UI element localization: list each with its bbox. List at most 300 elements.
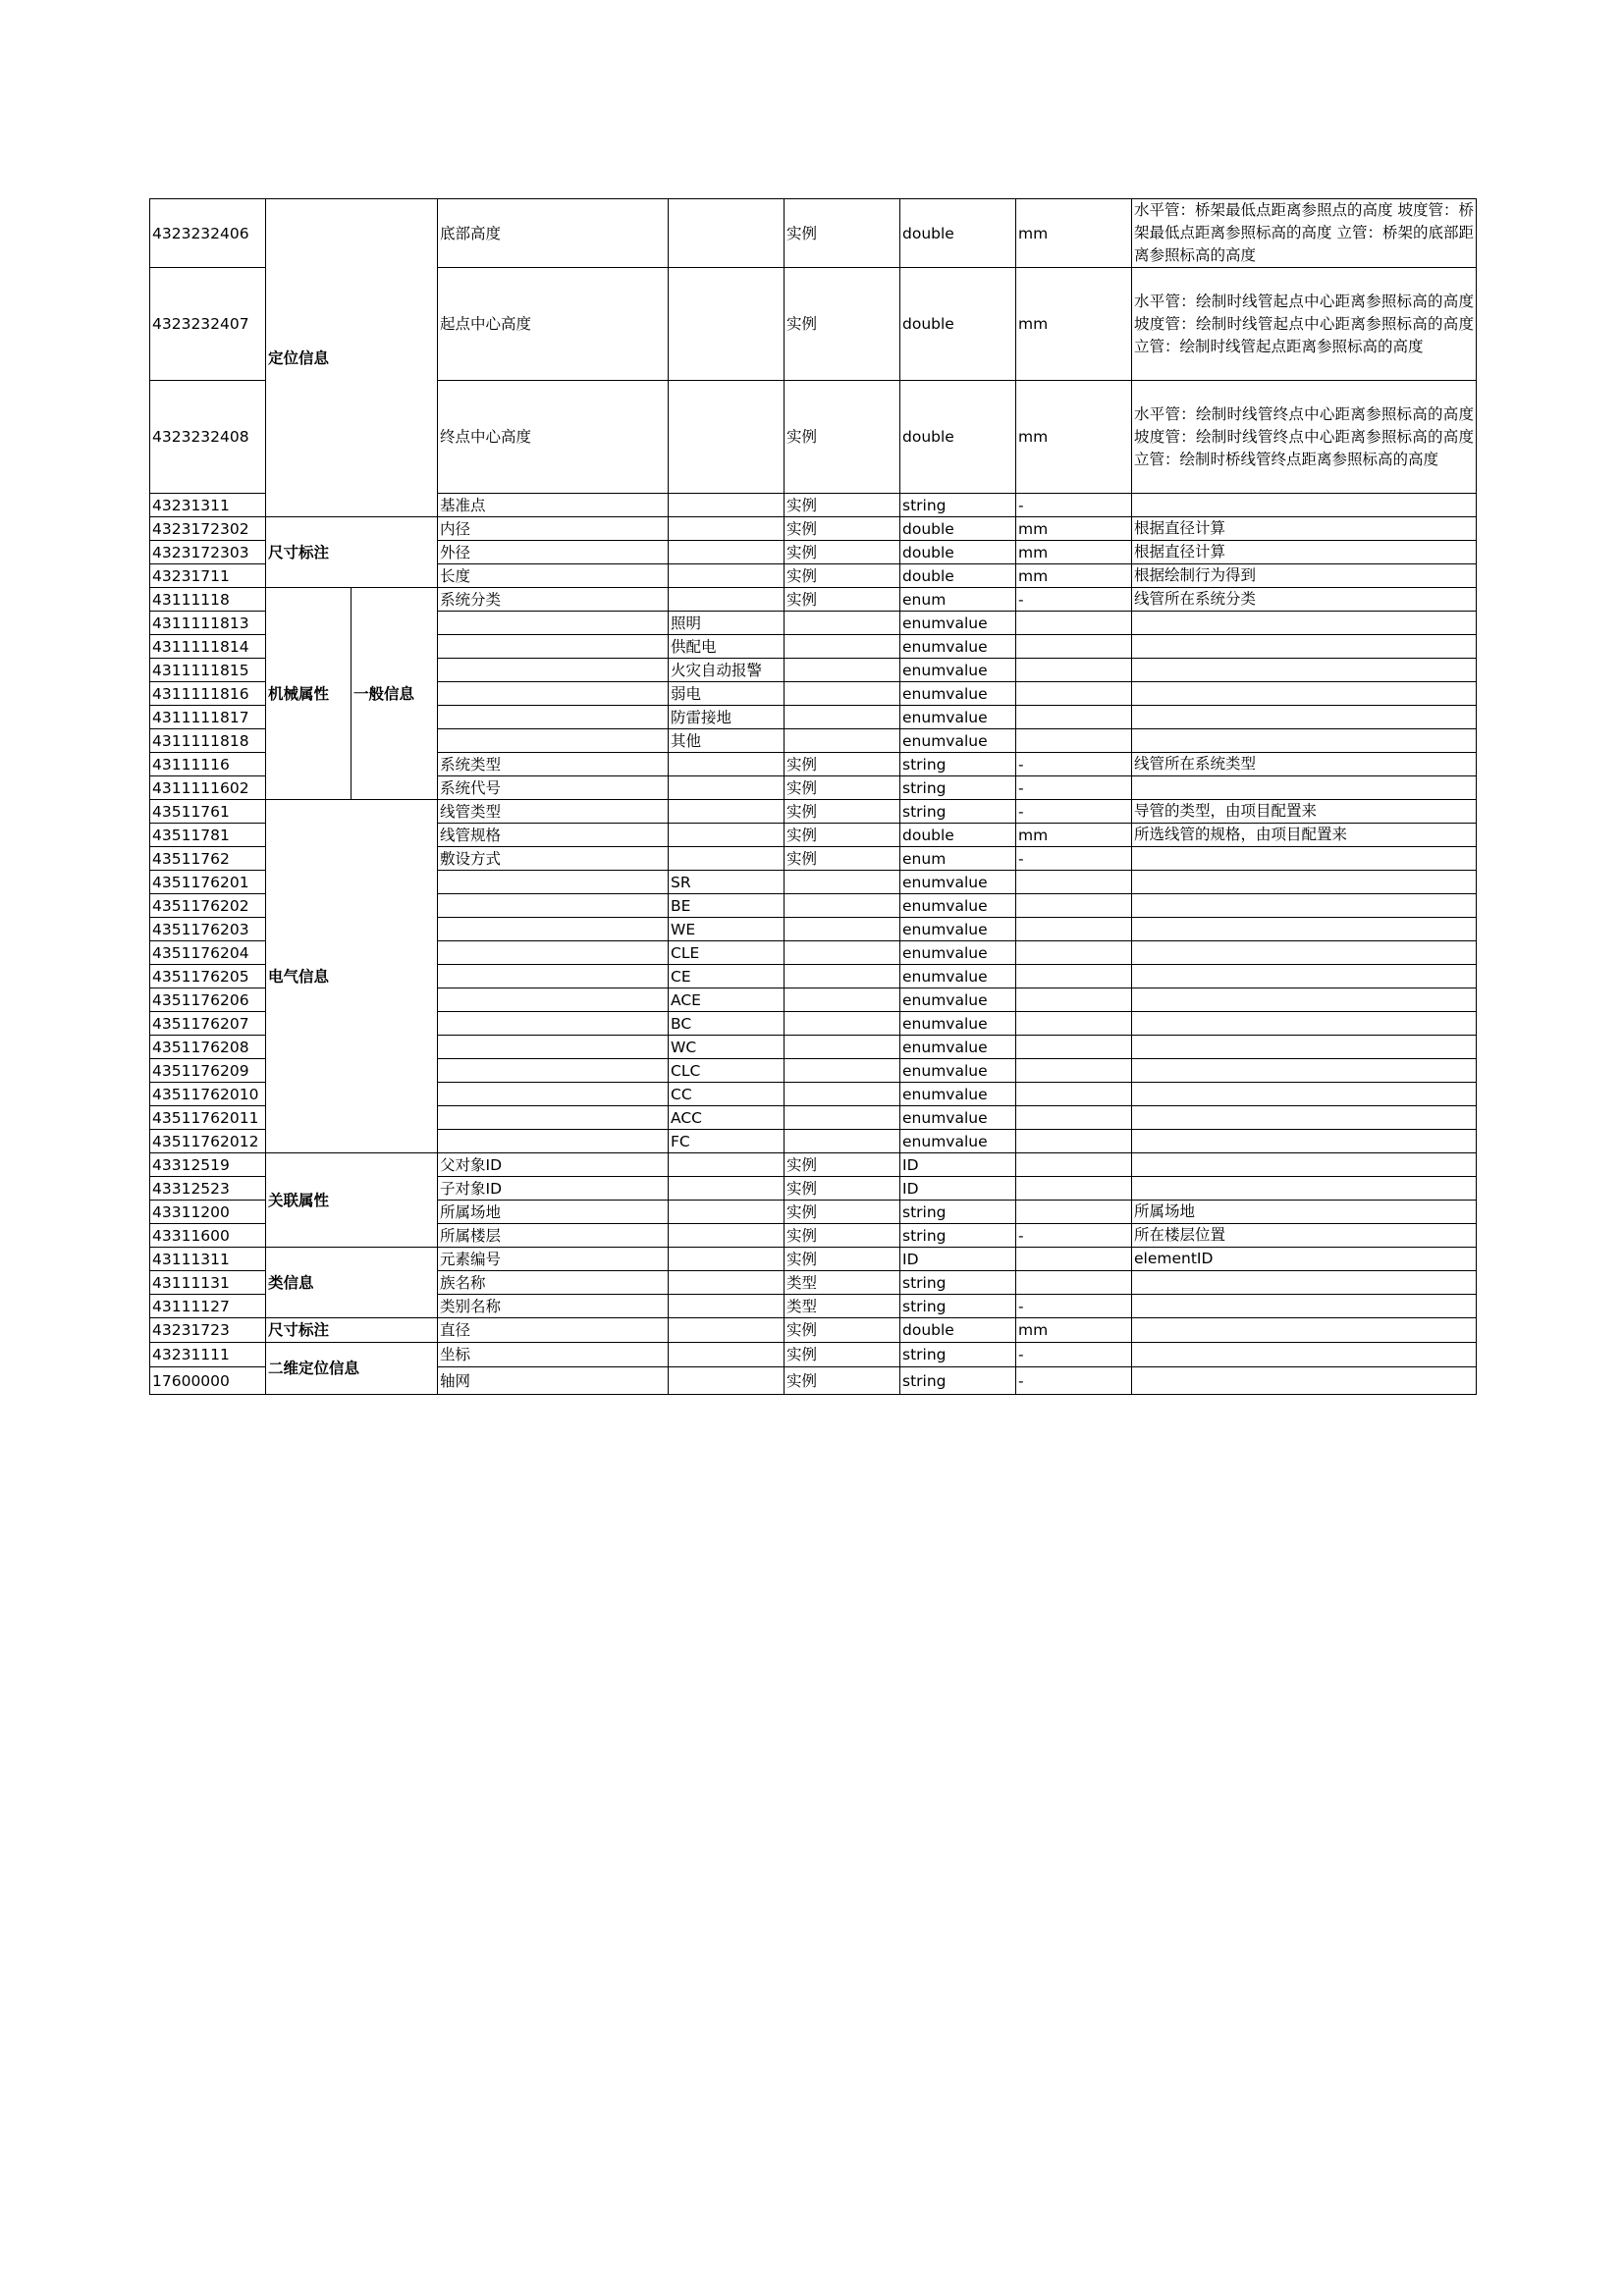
value-cell	[669, 494, 785, 517]
value-cell: ACE	[669, 988, 785, 1012]
code-cell: 4311111602	[150, 776, 266, 800]
group-cell: 电气信息	[266, 800, 438, 1153]
scope-cell: 实例	[785, 541, 900, 564]
type-cell: enumvalue	[900, 941, 1016, 965]
scope-cell: 实例	[785, 199, 900, 268]
table-row	[150, 517, 1477, 541]
code-cell: 17600000	[150, 1367, 266, 1395]
scope-cell: 实例	[785, 776, 900, 800]
name-cell: 内径	[438, 517, 669, 541]
code-cell: 4351176209	[150, 1059, 266, 1083]
scope-cell	[785, 1083, 900, 1106]
unit-cell	[1016, 659, 1132, 682]
value-cell: 弱电	[669, 682, 785, 706]
value-cell: FC	[669, 1130, 785, 1153]
scope-cell	[785, 612, 900, 635]
code-cell: 4351176201	[150, 871, 266, 894]
unit-cell: -	[1016, 847, 1132, 871]
scope-cell	[785, 729, 900, 753]
name-cell	[438, 1059, 669, 1083]
remark-cell	[1132, 729, 1477, 753]
table-row	[150, 1248, 1477, 1271]
name-cell	[438, 894, 669, 918]
name-cell: 线管类型	[438, 800, 669, 824]
value-cell: CC	[669, 1083, 785, 1106]
name-cell	[438, 612, 669, 635]
remark-cell	[1132, 894, 1477, 918]
attribute-table-body	[150, 199, 1477, 1395]
value-cell	[669, 1153, 785, 1177]
type-cell: enumvalue	[900, 965, 1016, 988]
name-cell: 底部高度	[438, 199, 669, 268]
scope-cell: 实例	[785, 1201, 900, 1224]
remark-cell: 所属场地	[1132, 1201, 1477, 1224]
unit-cell: mm	[1016, 381, 1132, 494]
unit-cell: mm	[1016, 824, 1132, 847]
unit-cell	[1016, 1248, 1132, 1271]
value-cell	[669, 541, 785, 564]
name-cell: 父对象ID	[438, 1153, 669, 1177]
remark-cell	[1132, 612, 1477, 635]
name-cell	[438, 1130, 669, 1153]
type-cell: enum	[900, 588, 1016, 612]
unit-cell	[1016, 1130, 1132, 1153]
code-cell: 43511762012	[150, 1130, 266, 1153]
remark-cell: elementID	[1132, 1248, 1477, 1271]
unit-cell	[1016, 965, 1132, 988]
type-cell: ID	[900, 1177, 1016, 1201]
name-cell	[438, 1036, 669, 1059]
scope-cell	[785, 1059, 900, 1083]
remark-cell: 导管的类型，由项目配置来	[1132, 800, 1477, 824]
name-cell	[438, 1083, 669, 1106]
code-cell: 4323172302	[150, 517, 266, 541]
scope-cell	[785, 1036, 900, 1059]
unit-cell	[1016, 918, 1132, 941]
unit-cell	[1016, 871, 1132, 894]
unit-cell	[1016, 1036, 1132, 1059]
value-cell: BE	[669, 894, 785, 918]
code-cell: 43231723	[150, 1318, 266, 1343]
name-cell	[438, 729, 669, 753]
remark-cell	[1132, 1318, 1477, 1343]
value-cell	[669, 268, 785, 381]
remark-cell	[1132, 847, 1477, 871]
scope-cell: 类型	[785, 1271, 900, 1295]
unit-cell	[1016, 729, 1132, 753]
unit-cell: -	[1016, 753, 1132, 776]
unit-cell: mm	[1016, 564, 1132, 588]
value-cell	[669, 1248, 785, 1271]
type-cell: enumvalue	[900, 612, 1016, 635]
remark-cell: 根据绘制行为得到	[1132, 564, 1477, 588]
unit-cell	[1016, 1201, 1132, 1224]
unit-cell	[1016, 635, 1132, 659]
unit-cell	[1016, 682, 1132, 706]
type-cell: enumvalue	[900, 1036, 1016, 1059]
code-cell: 4323232407	[150, 268, 266, 381]
code-cell: 4311111813	[150, 612, 266, 635]
type-cell: enumvalue	[900, 635, 1016, 659]
type-cell: string	[900, 1271, 1016, 1295]
type-cell: enumvalue	[900, 729, 1016, 753]
remark-cell	[1132, 494, 1477, 517]
name-cell: 所属楼层	[438, 1224, 669, 1248]
value-cell	[669, 776, 785, 800]
value-cell	[669, 199, 785, 268]
remark-cell	[1132, 659, 1477, 682]
remark-cell	[1132, 988, 1477, 1012]
value-cell: 供配电	[669, 635, 785, 659]
name-cell: 长度	[438, 564, 669, 588]
type-cell: double	[900, 541, 1016, 564]
type-cell: enumvalue	[900, 1012, 1016, 1036]
type-cell: string	[900, 1295, 1016, 1318]
unit-cell	[1016, 1012, 1132, 1036]
value-cell: ACC	[669, 1106, 785, 1130]
scope-cell	[785, 941, 900, 965]
type-cell: enumvalue	[900, 659, 1016, 682]
remark-cell: 水平管：绘制时线管终点中心距离参照标高的高度 坡度管：绘制时线管终点中心距离参照标高的高度 立管：绘制时桥线管终点距离参照标高的高度	[1132, 381, 1477, 494]
value-cell: WC	[669, 1036, 785, 1059]
value-cell	[669, 564, 785, 588]
name-cell	[438, 941, 669, 965]
remark-cell	[1132, 871, 1477, 894]
code-cell: 4351176207	[150, 1012, 266, 1036]
group-cell: 类信息	[266, 1248, 438, 1318]
scope-cell	[785, 988, 900, 1012]
type-cell: string	[900, 1201, 1016, 1224]
code-cell: 43511762010	[150, 1083, 266, 1106]
code-cell: 43231711	[150, 564, 266, 588]
scope-cell: 实例	[785, 1248, 900, 1271]
remark-cell: 线管所在系统分类	[1132, 588, 1477, 612]
name-cell	[438, 682, 669, 706]
unit-cell: -	[1016, 588, 1132, 612]
name-cell	[438, 918, 669, 941]
type-cell: enumvalue	[900, 706, 1016, 729]
value-cell	[669, 1224, 785, 1248]
remark-cell	[1132, 706, 1477, 729]
scope-cell: 实例	[785, 1343, 900, 1367]
code-cell: 4323232408	[150, 381, 266, 494]
scope-cell	[785, 965, 900, 988]
remark-cell: 水平管：绘制时线管起点中心距离参照标高的高度 坡度管：绘制时线管起点中心距离参照标高的高度 立管：绘制时线管起点距离参照标高的高度	[1132, 268, 1477, 381]
type-cell: enumvalue	[900, 682, 1016, 706]
code-cell: 43111116	[150, 753, 266, 776]
scope-cell: 实例	[785, 824, 900, 847]
type-cell: string	[900, 494, 1016, 517]
type-cell: enumvalue	[900, 988, 1016, 1012]
type-cell: string	[900, 800, 1016, 824]
remark-cell	[1132, 635, 1477, 659]
code-cell: 43231311	[150, 494, 266, 517]
remark-cell	[1132, 682, 1477, 706]
value-cell	[669, 1201, 785, 1224]
scope-cell: 实例	[785, 800, 900, 824]
scope-cell	[785, 871, 900, 894]
code-cell: 43111131	[150, 1271, 266, 1295]
name-cell: 坐标	[438, 1343, 669, 1367]
type-cell: string	[900, 1367, 1016, 1395]
code-cell: 43511762011	[150, 1106, 266, 1130]
code-cell: 43312519	[150, 1153, 266, 1177]
type-cell: enum	[900, 847, 1016, 871]
value-cell	[669, 847, 785, 871]
name-cell	[438, 706, 669, 729]
type-cell: enumvalue	[900, 894, 1016, 918]
unit-cell: -	[1016, 776, 1132, 800]
type-cell: double	[900, 199, 1016, 268]
code-cell: 4351176208	[150, 1036, 266, 1059]
code-cell: 4323232406	[150, 199, 266, 268]
remark-cell	[1132, 1059, 1477, 1083]
unit-cell	[1016, 1153, 1132, 1177]
type-cell: enumvalue	[900, 1059, 1016, 1083]
value-cell	[669, 1177, 785, 1201]
remark-cell	[1132, 1036, 1477, 1059]
code-cell: 43511781	[150, 824, 266, 847]
unit-cell: -	[1016, 800, 1132, 824]
value-cell	[669, 1367, 785, 1395]
scope-cell: 实例	[785, 1367, 900, 1395]
scope-cell	[785, 1012, 900, 1036]
unit-cell: mm	[1016, 517, 1132, 541]
value-cell: CE	[669, 965, 785, 988]
code-cell: 43311600	[150, 1224, 266, 1248]
table-row	[150, 1318, 1477, 1343]
group-cell: 定位信息	[266, 199, 438, 517]
unit-cell	[1016, 1177, 1132, 1201]
remark-cell: 所选线管的规格，由项目配置来	[1132, 824, 1477, 847]
remark-cell: 所在楼层位置	[1132, 1224, 1477, 1248]
remark-cell: 根据直径计算	[1132, 517, 1477, 541]
group-cell: 关联属性	[266, 1153, 438, 1248]
type-cell: enumvalue	[900, 871, 1016, 894]
name-cell: 系统类型	[438, 753, 669, 776]
scope-cell: 实例	[785, 753, 900, 776]
name-cell: 系统代号	[438, 776, 669, 800]
attribute-table	[149, 198, 1477, 1395]
value-cell	[669, 1318, 785, 1343]
unit-cell: -	[1016, 1224, 1132, 1248]
value-cell: WE	[669, 918, 785, 941]
remark-cell	[1132, 965, 1477, 988]
code-cell: 4351176203	[150, 918, 266, 941]
type-cell: double	[900, 517, 1016, 541]
name-cell: 外径	[438, 541, 669, 564]
type-cell: double	[900, 824, 1016, 847]
remark-cell: 线管所在系统类型	[1132, 753, 1477, 776]
remark-cell	[1132, 1012, 1477, 1036]
value-cell	[669, 1295, 785, 1318]
type-cell: string	[900, 753, 1016, 776]
value-cell	[669, 1271, 785, 1295]
name-cell	[438, 965, 669, 988]
scope-cell: 实例	[785, 588, 900, 612]
name-cell: 敷设方式	[438, 847, 669, 871]
name-cell: 元素编号	[438, 1248, 669, 1271]
remark-cell	[1132, 1343, 1477, 1367]
code-cell: 4311111815	[150, 659, 266, 682]
value-cell: CLC	[669, 1059, 785, 1083]
unit-cell	[1016, 988, 1132, 1012]
name-cell	[438, 988, 669, 1012]
name-cell: 起点中心高度	[438, 268, 669, 381]
scope-cell	[785, 894, 900, 918]
scope-cell	[785, 682, 900, 706]
unit-cell	[1016, 894, 1132, 918]
remark-cell	[1132, 941, 1477, 965]
remark-cell	[1132, 1083, 1477, 1106]
table-row	[150, 588, 1477, 612]
type-cell: enumvalue	[900, 1130, 1016, 1153]
table-row	[150, 1153, 1477, 1177]
remark-cell: 水平管：桥架最低点距离参照点的高度 坡度管：桥架最低点距离参照标高的高度 立管：桥架的底部距离参照标高的高度	[1132, 199, 1477, 268]
type-cell: string	[900, 1343, 1016, 1367]
code-cell: 43511761	[150, 800, 266, 824]
scope-cell: 实例	[785, 268, 900, 381]
name-cell: 类别名称	[438, 1295, 669, 1318]
name-cell: 子对象ID	[438, 1177, 669, 1201]
remark-cell	[1132, 918, 1477, 941]
type-cell: double	[900, 381, 1016, 494]
unit-cell	[1016, 1059, 1132, 1083]
unit-cell: mm	[1016, 199, 1132, 268]
scope-cell: 类型	[785, 1295, 900, 1318]
name-cell: 线管规格	[438, 824, 669, 847]
unit-cell: -	[1016, 1295, 1132, 1318]
code-cell: 43111118	[150, 588, 266, 612]
code-cell: 4311111816	[150, 682, 266, 706]
scope-cell	[785, 706, 900, 729]
code-cell: 4351176206	[150, 988, 266, 1012]
type-cell: string	[900, 776, 1016, 800]
code-cell: 43311200	[150, 1201, 266, 1224]
scope-cell	[785, 635, 900, 659]
group-cell: 尺寸标注	[266, 1318, 438, 1343]
scope-cell: 实例	[785, 494, 900, 517]
scope-cell: 实例	[785, 847, 900, 871]
name-cell	[438, 635, 669, 659]
name-cell: 直径	[438, 1318, 669, 1343]
code-cell: 4311111818	[150, 729, 266, 753]
group-cell: 尺寸标注	[266, 517, 438, 588]
value-cell	[669, 800, 785, 824]
code-cell: 43111127	[150, 1295, 266, 1318]
unit-cell: -	[1016, 1343, 1132, 1367]
value-cell: 防雷接地	[669, 706, 785, 729]
type-cell: double	[900, 564, 1016, 588]
unit-cell	[1016, 706, 1132, 729]
table-row	[150, 1343, 1477, 1367]
remark-cell	[1132, 1130, 1477, 1153]
code-cell: 4351176205	[150, 965, 266, 988]
remark-cell	[1132, 1177, 1477, 1201]
value-cell: 火灾自动报警	[669, 659, 785, 682]
value-cell	[669, 753, 785, 776]
value-cell	[669, 381, 785, 494]
type-cell: string	[900, 1224, 1016, 1248]
code-cell: 43312523	[150, 1177, 266, 1201]
table-row	[150, 800, 1477, 824]
type-cell: enumvalue	[900, 1106, 1016, 1130]
name-cell: 系统分类	[438, 588, 669, 612]
type-cell: enumvalue	[900, 1083, 1016, 1106]
unit-cell	[1016, 1106, 1132, 1130]
unit-cell: -	[1016, 494, 1132, 517]
value-cell: 其他	[669, 729, 785, 753]
scope-cell: 实例	[785, 564, 900, 588]
unit-cell	[1016, 1271, 1132, 1295]
remark-cell	[1132, 776, 1477, 800]
name-cell	[438, 1012, 669, 1036]
value-cell	[669, 517, 785, 541]
scope-cell: 实例	[785, 1177, 900, 1201]
code-cell: 43111311	[150, 1248, 266, 1271]
scope-cell: 实例	[785, 1153, 900, 1177]
name-cell: 族名称	[438, 1271, 669, 1295]
unit-cell	[1016, 612, 1132, 635]
group-cell: 机械属性	[266, 588, 352, 800]
type-cell: enumvalue	[900, 918, 1016, 941]
code-cell: 4311111817	[150, 706, 266, 729]
unit-cell: mm	[1016, 541, 1132, 564]
scope-cell	[785, 1106, 900, 1130]
value-cell	[669, 824, 785, 847]
name-cell	[438, 871, 669, 894]
name-cell	[438, 659, 669, 682]
scope-cell: 实例	[785, 1318, 900, 1343]
scope-cell	[785, 659, 900, 682]
remark-cell	[1132, 1271, 1477, 1295]
remark-cell	[1132, 1295, 1477, 1318]
type-cell: ID	[900, 1248, 1016, 1271]
value-cell	[669, 1343, 785, 1367]
scope-cell: 实例	[785, 381, 900, 494]
subgroup-cell: 一般信息	[352, 588, 438, 800]
value-cell: BC	[669, 1012, 785, 1036]
scope-cell	[785, 1130, 900, 1153]
value-cell: 照明	[669, 612, 785, 635]
remark-cell: 根据直径计算	[1132, 541, 1477, 564]
table-row	[150, 199, 1477, 268]
name-cell: 轴网	[438, 1367, 669, 1395]
type-cell: double	[900, 1318, 1016, 1343]
value-cell: CLE	[669, 941, 785, 965]
code-cell: 4351176204	[150, 941, 266, 965]
unit-cell: mm	[1016, 1318, 1132, 1343]
unit-cell: mm	[1016, 268, 1132, 381]
remark-cell	[1132, 1106, 1477, 1130]
type-cell: double	[900, 268, 1016, 381]
value-cell	[669, 588, 785, 612]
name-cell: 基准点	[438, 494, 669, 517]
unit-cell	[1016, 1083, 1132, 1106]
name-cell	[438, 1106, 669, 1130]
scope-cell: 实例	[785, 1224, 900, 1248]
remark-cell	[1132, 1153, 1477, 1177]
name-cell: 终点中心高度	[438, 381, 669, 494]
code-cell: 4323172303	[150, 541, 266, 564]
code-cell: 43231111	[150, 1343, 266, 1367]
unit-cell: -	[1016, 1367, 1132, 1395]
remark-cell	[1132, 1367, 1477, 1395]
group-cell: 二维定位信息	[266, 1343, 438, 1395]
value-cell: SR	[669, 871, 785, 894]
name-cell: 所属场地	[438, 1201, 669, 1224]
type-cell: ID	[900, 1153, 1016, 1177]
